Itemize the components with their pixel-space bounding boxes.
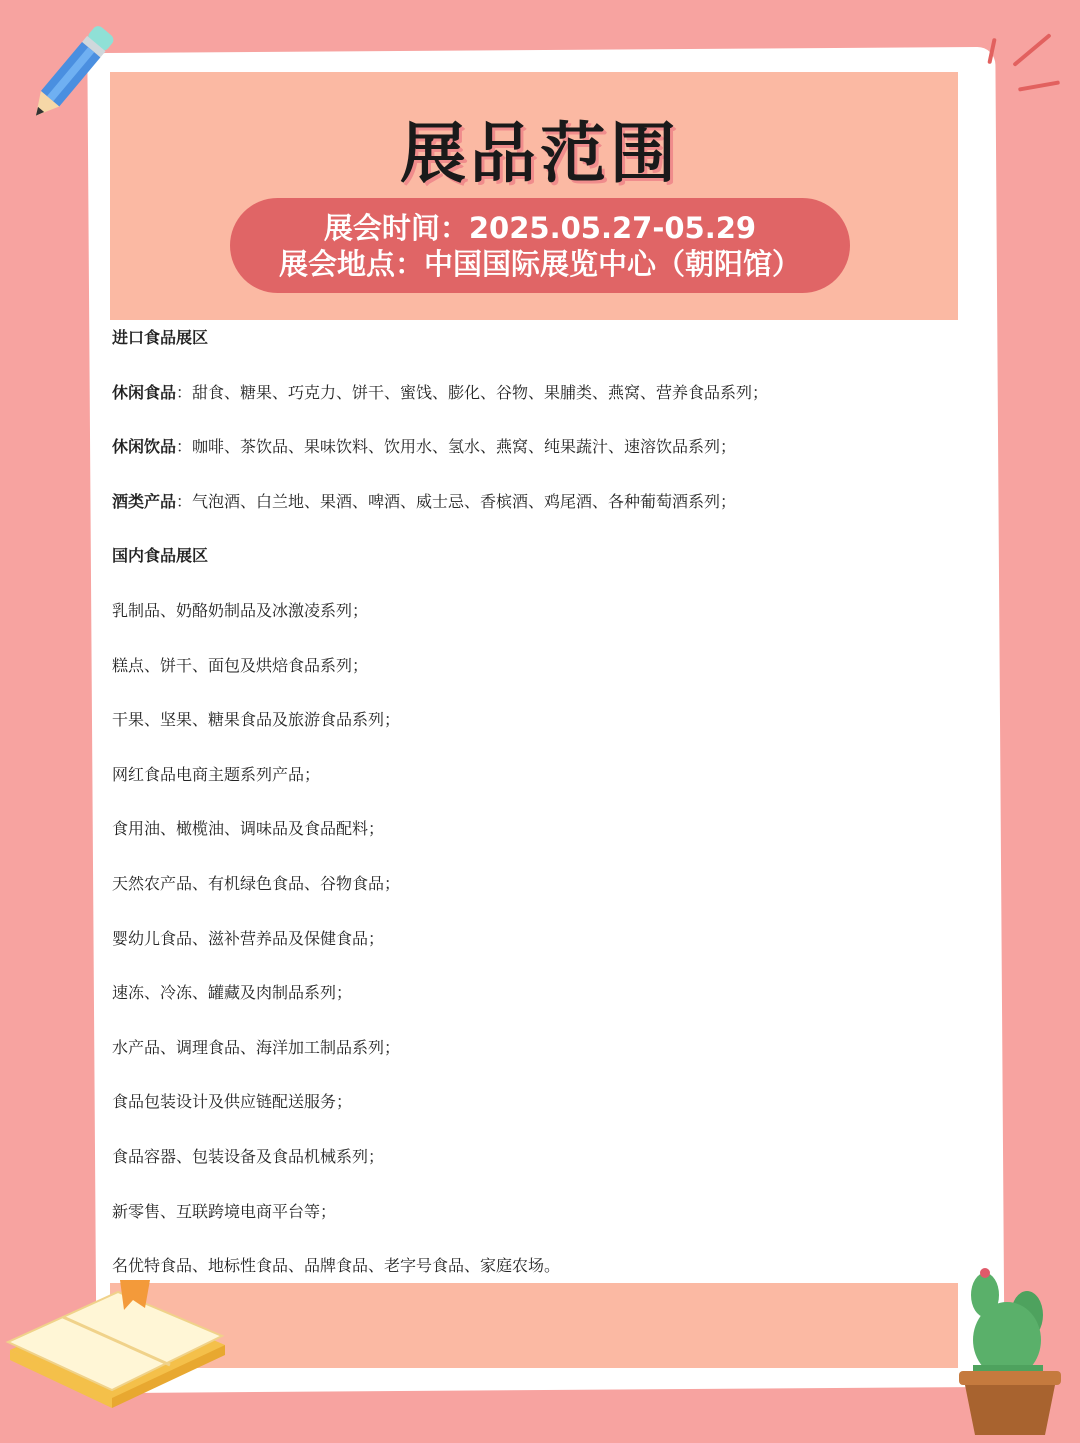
open-book-icon [0,1280,240,1430]
list-item: 名优特食品、地标性食品、品牌食品、老字号食品、家庭农场。 [112,1256,561,1276]
section-heading-domestic [112,546,972,601]
list-item: 天然农产品、有机绿色食品、谷物食品； [112,873,401,893]
event-info-pill [230,198,850,293]
list-item: 食用油、橄榄油、调味品及食品配料； [112,819,385,839]
list-item: 食品容器、包装设备及食品机械系列； [112,1146,385,1166]
list-item: 干果、坚果、糖果食品及旅游食品系列； [112,710,401,730]
section-heading: 国内食品展区 [112,546,209,566]
list-item: 食品包装设计及供应链配送服务； [112,1092,353,1112]
item-label: 酒类产品 [112,491,177,511]
list-item: 糕点、饼干、面包及烘焙食品系列； [112,655,369,675]
list-item: 乳制品、奶酪奶制品及冰激凌系列； [112,600,369,620]
section-heading: 进口食品展区 [112,328,209,347]
list-item [112,437,972,492]
page-title: 展品范围 [400,115,680,192]
list-item: 婴幼儿食品、滋补营养品及保健食品； [112,928,385,948]
event-time: 展会时间：2025.05.27-05.29 [323,210,757,245]
item-label: 休闲食品 [112,382,177,402]
sparkle-dash [1012,33,1051,67]
list-item [112,383,972,438]
list-item: 网红食品电商主题系列产品； [112,764,321,784]
item-text: ：咖啡、茶饮品、果味饮料、饮用水、氢水、燕窝、纯果蔬汁、速溶饮品系列； [176,437,737,457]
exhibit-list [104,320,972,1283]
event-venue: 展会地点：中国国际展览中心（朝阳馆） [278,246,801,281]
list-item: 速冻、冷冻、罐藏及肉制品系列； [112,983,353,1003]
list-item: 新零售、互联跨境电商平台等； [112,1201,337,1221]
item-text: ：气泡酒、白兰地、果酒、啤酒、威士忌、香槟酒、鸡尾酒、各种葡萄酒系列； [176,491,737,511]
section-heading-imported [112,328,972,383]
item-label: 休闲饮品 [112,437,177,457]
item-text: ：甜食、糖果、巧克力、饼干、蜜饯、膨化、谷物、果脯类、燕窝、营养食品系列； [176,382,769,402]
cactus-plant-icon [955,1255,1065,1440]
list-item: 水产品、调理食品、海洋加工制品系列； [112,1037,401,1057]
sparkle-dash [1018,80,1060,91]
list-item [112,492,972,547]
